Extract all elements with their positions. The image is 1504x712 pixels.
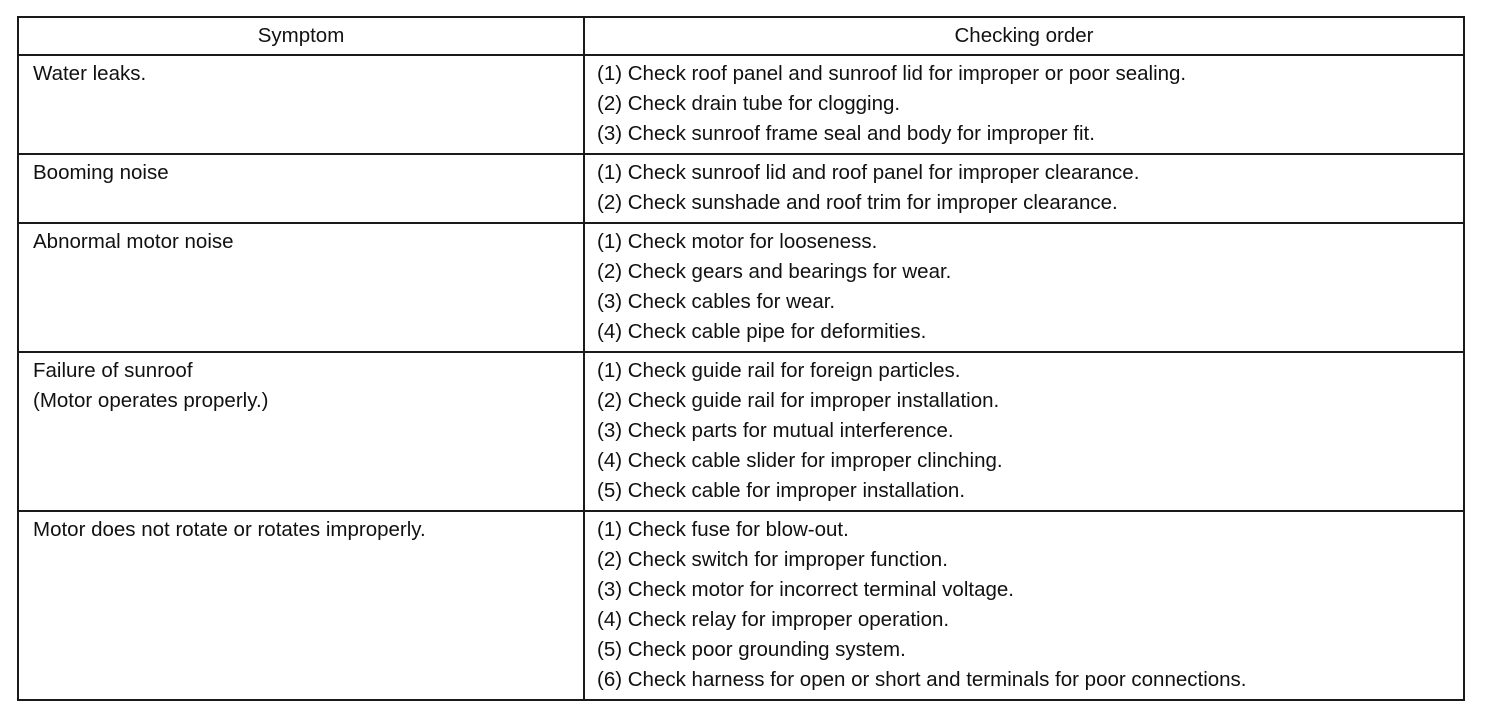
check-step: (2) Check gears and bearings for wear. xyxy=(597,260,952,283)
check-step: (4) Check cable slider for improper clinching. xyxy=(597,449,1003,472)
symptom-cell xyxy=(18,154,584,223)
symptom-text: Water leaks. xyxy=(33,62,147,85)
symptom-note: (Motor operates properly.) xyxy=(33,389,269,412)
table-row xyxy=(18,223,1464,352)
checking-order-cell xyxy=(584,352,1464,511)
check-step: (3) Check motor for incorrect terminal voltage. xyxy=(597,578,1014,601)
check-step: (5) Check cable for improper installation. xyxy=(597,479,966,502)
check-step: (4) Check relay for improper operation. xyxy=(597,608,950,631)
table-row xyxy=(18,55,1464,154)
symptom-text: Booming noise xyxy=(33,161,169,184)
checking-order-cell xyxy=(584,511,1464,700)
header-symptom: Symptom xyxy=(18,17,584,55)
symptom-cell xyxy=(18,511,584,700)
check-step: (1) Check roof panel and sunroof lid for improper or poor sealing. xyxy=(597,62,1187,85)
check-step: (6) Check harness for open or short and terminals for poor connections. xyxy=(597,668,1247,691)
checking-order-cell xyxy=(584,55,1464,154)
checking-order-cell xyxy=(584,223,1464,352)
table-header xyxy=(18,17,1464,55)
symptom-text: Failure of sunroof xyxy=(33,359,193,382)
check-step: (2) Check switch for improper function. xyxy=(597,548,948,571)
table-row xyxy=(18,511,1464,700)
symptom-cell xyxy=(18,352,584,511)
check-step: (3) Check sunroof frame seal and body for improper fit. xyxy=(597,122,1095,145)
symptom-text: Motor does not rotate or rotates improperly. xyxy=(33,518,426,541)
check-step: (2) Check sunshade and roof trim for improper clearance. xyxy=(597,191,1118,214)
check-step: (2) Check drain tube for clogging. xyxy=(597,92,901,115)
check-step: (5) Check poor grounding system. xyxy=(597,638,906,661)
symptom-cell xyxy=(18,223,584,352)
troubleshooting-table xyxy=(17,16,1465,701)
symptom-cell xyxy=(18,55,584,154)
symptom-text: Abnormal motor noise xyxy=(33,230,234,253)
header-checking-order: Checking order xyxy=(584,17,1464,55)
check-step: (3) Check parts for mutual interference. xyxy=(597,419,954,442)
header-row xyxy=(18,17,1464,55)
check-step: (1) Check guide rail for foreign particles. xyxy=(597,359,961,382)
table-row xyxy=(18,154,1464,223)
check-step: (1) Check fuse for blow-out. xyxy=(597,518,849,541)
table-row xyxy=(18,352,1464,511)
checking-order-cell xyxy=(584,154,1464,223)
check-step: (1) Check motor for looseness. xyxy=(597,230,878,253)
check-step: (4) Check cable pipe for deformities. xyxy=(597,320,927,343)
table-body xyxy=(18,55,1464,700)
check-step: (1) Check sunroof lid and roof panel for improper clearance. xyxy=(597,161,1140,184)
check-step: (3) Check cables for wear. xyxy=(597,290,836,313)
check-step: (2) Check guide rail for improper installation. xyxy=(597,389,1000,412)
